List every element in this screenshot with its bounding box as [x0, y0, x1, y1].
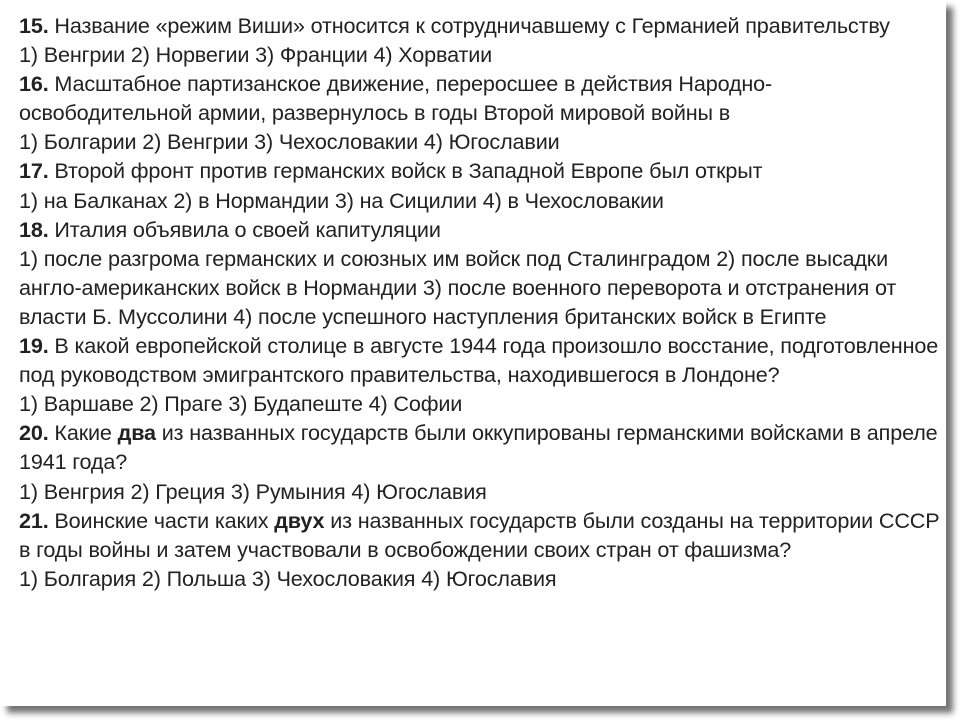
question-number: 16. [19, 71, 49, 97]
question-number: 18. [19, 216, 49, 242]
answer-options-21: 1) Болгария 2) Польша 3) Чехословакия 4) Югославия [19, 565, 557, 591]
question-text: Италия объявила о своей капитуляции [48, 216, 441, 242]
answer-options-17: 1) на Балканах 2) в Нормандии 3) на Сицилии 4) в Чехословакии [19, 187, 664, 213]
question-text-after: из названных государств были созданы на территории СССР в годы войны и затем участвовали в освобождении своих стран от фашизма? [19, 507, 940, 562]
question-text-before: Воинские части каких [48, 507, 275, 533]
question-emphasis: двух [274, 507, 325, 533]
question-16 [19, 69, 944, 127]
question-text-after: из названных государств были оккупированы германскими войсками в апреле 1941 года? [19, 420, 938, 475]
question-list [19, 11, 944, 593]
question-text: Второй фронт против германских войск в Западной Европе был открыт [48, 158, 763, 184]
question-number: 17. [19, 158, 49, 184]
answer-options-20: 1) Венгрия 2) Греция 3) Румыния 4) Югославия [19, 478, 487, 504]
answer-options-16: 1) Болгарии 2) Венгрии 3) Чехословакии 4) Югославии [19, 129, 560, 155]
question-18 [19, 215, 944, 244]
question-text: Масштабное партизанское движение, переросшее в действия Народно-освободительной армии, развернулось в годы Второй мировой войны в [19, 71, 773, 126]
question-number: 15. [19, 13, 49, 38]
question-15 [19, 11, 944, 40]
question-number: 21. [19, 507, 49, 533]
answer-options-19: 1) Варшаве 2) Праге 3) Будапеште 4) Софии [19, 391, 463, 417]
answer-options-18: 1) после разгрома германских и союзных им войск под Сталинградом 2) после высадки англо-американских войск в Нормандии 3) после военного переворота и отстранения от власти Б. Муссолини 4) после успешного наступления британских войск в Египте [19, 245, 897, 329]
question-number: 20. [19, 420, 49, 446]
question-emphasis: два [117, 420, 156, 446]
question-19 [19, 331, 944, 389]
question-text-before: Какие [48, 420, 118, 446]
question-text: Название «режим Виши» относится к сотрудничавшему с Германией правительству [48, 13, 890, 38]
question-text: В какой европейской столице в августе 1944 года произошло восстание, подготовленное под руководством эмигрантского правительства, находившегося в Лондоне? [19, 333, 939, 388]
question-17 [19, 156, 944, 185]
answer-options-15: 1) Венгрии 2) Норвегии 3) Франции 4) Хорватии [19, 42, 493, 68]
question-20 [19, 418, 944, 476]
question-number: 19. [19, 333, 49, 359]
question-21 [19, 506, 944, 564]
